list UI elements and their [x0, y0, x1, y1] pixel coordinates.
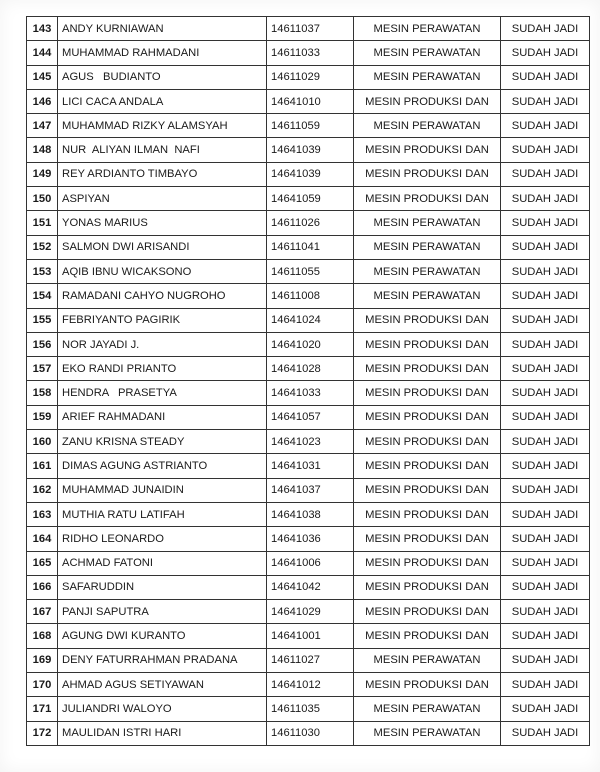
document-sheet — [26, 16, 590, 746]
table-body — [27, 17, 590, 746]
student-id: 14641023 — [267, 430, 354, 454]
study-program: MESIN PERAWATAN — [354, 41, 501, 65]
table-row — [27, 138, 590, 162]
row-number: 153 — [27, 259, 58, 283]
table-row — [27, 357, 590, 381]
status-cell: SUDAH JADI — [501, 527, 590, 551]
student-name: AQIB IBNU WICAKSONO — [58, 259, 267, 283]
row-number: 171 — [27, 697, 58, 721]
student-id: 14641006 — [267, 551, 354, 575]
student-id: 14611059 — [267, 114, 354, 138]
row-number: 169 — [27, 648, 58, 672]
study-program: MESIN PRODUKSI DAN — [354, 502, 501, 526]
student-id: 14641010 — [267, 89, 354, 113]
study-program: MESIN PRODUKSI DAN — [354, 430, 501, 454]
student-name: MAULIDAN ISTRI HARI — [58, 721, 267, 745]
row-number: 162 — [27, 478, 58, 502]
student-id: 14641031 — [267, 454, 354, 478]
student-name: SAFARUDDIN — [58, 575, 267, 599]
row-number: 146 — [27, 89, 58, 113]
study-program: MESIN PRODUKSI DAN — [354, 138, 501, 162]
status-cell: SUDAH JADI — [501, 235, 590, 259]
student-name: MUTHIA RATU LATIFAH — [58, 502, 267, 526]
student-id: 14611030 — [267, 721, 354, 745]
study-program: MESIN PRODUKSI DAN — [354, 187, 501, 211]
student-name: ACHMAD FATONI — [58, 551, 267, 575]
student-id: 14641038 — [267, 502, 354, 526]
student-id: 14641033 — [267, 381, 354, 405]
student-name: LICI CACA ANDALA — [58, 89, 267, 113]
status-cell: SUDAH JADI — [501, 648, 590, 672]
student-name: MUHAMMAD JUNAIDIN — [58, 478, 267, 502]
row-number: 150 — [27, 187, 58, 211]
study-program: MESIN PRODUKSI DAN — [354, 551, 501, 575]
study-program: MESIN PRODUKSI DAN — [354, 308, 501, 332]
student-name: MUHAMMAD RIZKY ALAMSYAH — [58, 114, 267, 138]
row-number: 164 — [27, 527, 58, 551]
row-number: 159 — [27, 405, 58, 429]
table-row — [27, 284, 590, 308]
student-id: 14641024 — [267, 308, 354, 332]
student-id: 14611055 — [267, 259, 354, 283]
table-row — [27, 624, 590, 648]
row-number: 149 — [27, 162, 58, 186]
student-name: NUR ALIYAN ILMAN NAFI — [58, 138, 267, 162]
table-row — [27, 332, 590, 356]
status-cell: SUDAH JADI — [501, 211, 590, 235]
status-cell: SUDAH JADI — [501, 162, 590, 186]
status-cell: SUDAH JADI — [501, 430, 590, 454]
table-row — [27, 551, 590, 575]
table-row — [27, 187, 590, 211]
study-program: MESIN PRODUKSI DAN — [354, 673, 501, 697]
row-number: 148 — [27, 138, 58, 162]
student-id: 14641029 — [267, 600, 354, 624]
row-number: 152 — [27, 235, 58, 259]
student-id: 14641059 — [267, 187, 354, 211]
status-cell: SUDAH JADI — [501, 551, 590, 575]
student-name: FEBRIYANTO PAGIRIK — [58, 308, 267, 332]
student-name: ZANU KRISNA STEADY — [58, 430, 267, 454]
student-id: 14641037 — [267, 478, 354, 502]
study-program: MESIN PRODUKSI DAN — [354, 357, 501, 381]
student-id: 14611041 — [267, 235, 354, 259]
study-program: MESIN PRODUKSI DAN — [354, 527, 501, 551]
row-number: 147 — [27, 114, 58, 138]
status-cell: SUDAH JADI — [501, 697, 590, 721]
student-name: JULIANDRI WALOYO — [58, 697, 267, 721]
student-id: 14611035 — [267, 697, 354, 721]
student-name: DENY FATURRAHMAN PRADANA — [58, 648, 267, 672]
student-id: 14641042 — [267, 575, 354, 599]
status-cell: SUDAH JADI — [501, 381, 590, 405]
student-name: REY ARDIANTO TIMBAYO — [58, 162, 267, 186]
study-program: MESIN PRODUKSI DAN — [354, 575, 501, 599]
row-number: 154 — [27, 284, 58, 308]
student-id: 14641057 — [267, 405, 354, 429]
student-name: RAMADANI CAHYO NUGROHO — [58, 284, 267, 308]
row-number: 144 — [27, 41, 58, 65]
student-id: 14611037 — [267, 17, 354, 41]
table-row — [27, 162, 590, 186]
student-name: YONAS MARIUS — [58, 211, 267, 235]
study-program: MESIN PRODUKSI DAN — [354, 405, 501, 429]
table-row — [27, 502, 590, 526]
study-program: MESIN PRODUKSI DAN — [354, 332, 501, 356]
study-program: MESIN PERAWATAN — [354, 17, 501, 41]
study-program: MESIN PERAWATAN — [354, 235, 501, 259]
student-id: 14611026 — [267, 211, 354, 235]
table-row — [27, 575, 590, 599]
student-name: HENDRA PRASETYA — [58, 381, 267, 405]
table-row — [27, 454, 590, 478]
row-number: 145 — [27, 65, 58, 89]
student-id: 14641020 — [267, 332, 354, 356]
status-cell: SUDAH JADI — [501, 357, 590, 381]
status-cell: SUDAH JADI — [501, 332, 590, 356]
student-name: SALMON DWI ARISANDI — [58, 235, 267, 259]
row-number: 156 — [27, 332, 58, 356]
status-cell: SUDAH JADI — [501, 187, 590, 211]
table-row — [27, 405, 590, 429]
table-row — [27, 430, 590, 454]
table-row — [27, 235, 590, 259]
student-id: 14611027 — [267, 648, 354, 672]
table-row — [27, 89, 590, 113]
student-name: EKO RANDI PRIANTO — [58, 357, 267, 381]
study-program: MESIN PERAWATAN — [354, 721, 501, 745]
row-number: 168 — [27, 624, 58, 648]
student-name: RIDHO LEONARDO — [58, 527, 267, 551]
row-number: 163 — [27, 502, 58, 526]
study-program: MESIN PRODUKSI DAN — [354, 381, 501, 405]
study-program: MESIN PERAWATAN — [354, 211, 501, 235]
row-number: 158 — [27, 381, 58, 405]
status-cell: SUDAH JADI — [501, 600, 590, 624]
table-row — [27, 259, 590, 283]
study-program: MESIN PERAWATAN — [354, 648, 501, 672]
row-number: 151 — [27, 211, 58, 235]
student-id: 14641001 — [267, 624, 354, 648]
student-name: MUHAMMAD RAHMADANI — [58, 41, 267, 65]
table-row — [27, 600, 590, 624]
table-row — [27, 41, 590, 65]
row-number: 155 — [27, 308, 58, 332]
table-row — [27, 308, 590, 332]
table-row — [27, 114, 590, 138]
row-number: 143 — [27, 17, 58, 41]
status-cell: SUDAH JADI — [501, 405, 590, 429]
student-name: AGUS BUDIANTO — [58, 65, 267, 89]
status-cell: SUDAH JADI — [501, 624, 590, 648]
status-cell: SUDAH JADI — [501, 65, 590, 89]
status-cell: SUDAH JADI — [501, 308, 590, 332]
status-cell: SUDAH JADI — [501, 41, 590, 65]
student-name: ASPIYAN — [58, 187, 267, 211]
table-row — [27, 648, 590, 672]
student-id: 14641039 — [267, 138, 354, 162]
study-program: MESIN PRODUKSI DAN — [354, 162, 501, 186]
student-status-table — [26, 16, 590, 746]
student-id: 14641036 — [267, 527, 354, 551]
status-cell: SUDAH JADI — [501, 502, 590, 526]
row-number: 166 — [27, 575, 58, 599]
study-program: MESIN PRODUKSI DAN — [354, 454, 501, 478]
row-number: 160 — [27, 430, 58, 454]
status-cell: SUDAH JADI — [501, 138, 590, 162]
table-row — [27, 211, 590, 235]
row-number: 161 — [27, 454, 58, 478]
study-program: MESIN PRODUKSI DAN — [354, 89, 501, 113]
student-name: DIMAS AGUNG ASTRIANTO — [58, 454, 267, 478]
row-number: 157 — [27, 357, 58, 381]
study-program: MESIN PERAWATAN — [354, 114, 501, 138]
student-id: 14641039 — [267, 162, 354, 186]
status-cell: SUDAH JADI — [501, 284, 590, 308]
status-cell: SUDAH JADI — [501, 478, 590, 502]
row-number: 170 — [27, 673, 58, 697]
status-cell: SUDAH JADI — [501, 575, 590, 599]
status-cell: SUDAH JADI — [501, 89, 590, 113]
row-number: 167 — [27, 600, 58, 624]
table-row — [27, 527, 590, 551]
student-name: AGUNG DWI KURANTO — [58, 624, 267, 648]
table-row — [27, 673, 590, 697]
table-row — [27, 697, 590, 721]
study-program: MESIN PRODUKSI DAN — [354, 624, 501, 648]
study-program: MESIN PERAWATAN — [354, 284, 501, 308]
student-id: 14611029 — [267, 65, 354, 89]
row-number: 172 — [27, 721, 58, 745]
student-name: ARIEF RAHMADANI — [58, 405, 267, 429]
study-program: MESIN PERAWATAN — [354, 697, 501, 721]
table-row — [27, 381, 590, 405]
table-row — [27, 17, 590, 41]
status-cell: SUDAH JADI — [501, 454, 590, 478]
student-id: 14611008 — [267, 284, 354, 308]
student-id: 14641012 — [267, 673, 354, 697]
table-row — [27, 721, 590, 745]
study-program: MESIN PERAWATAN — [354, 65, 501, 89]
row-number: 165 — [27, 551, 58, 575]
table-row — [27, 478, 590, 502]
student-name: ANDY KURNIAWAN — [58, 17, 267, 41]
status-cell: SUDAH JADI — [501, 17, 590, 41]
student-id: 14611033 — [267, 41, 354, 65]
student-name: NOR JAYADI J. — [58, 332, 267, 356]
student-name: PANJI SAPUTRA — [58, 600, 267, 624]
status-cell: SUDAH JADI — [501, 259, 590, 283]
student-name: AHMAD AGUS SETIYAWAN — [58, 673, 267, 697]
student-id: 14641028 — [267, 357, 354, 381]
status-cell: SUDAH JADI — [501, 114, 590, 138]
status-cell: SUDAH JADI — [501, 721, 590, 745]
table-row — [27, 65, 590, 89]
study-program: MESIN PRODUKSI DAN — [354, 478, 501, 502]
study-program: MESIN PRODUKSI DAN — [354, 600, 501, 624]
study-program: MESIN PERAWATAN — [354, 259, 501, 283]
status-cell: SUDAH JADI — [501, 673, 590, 697]
